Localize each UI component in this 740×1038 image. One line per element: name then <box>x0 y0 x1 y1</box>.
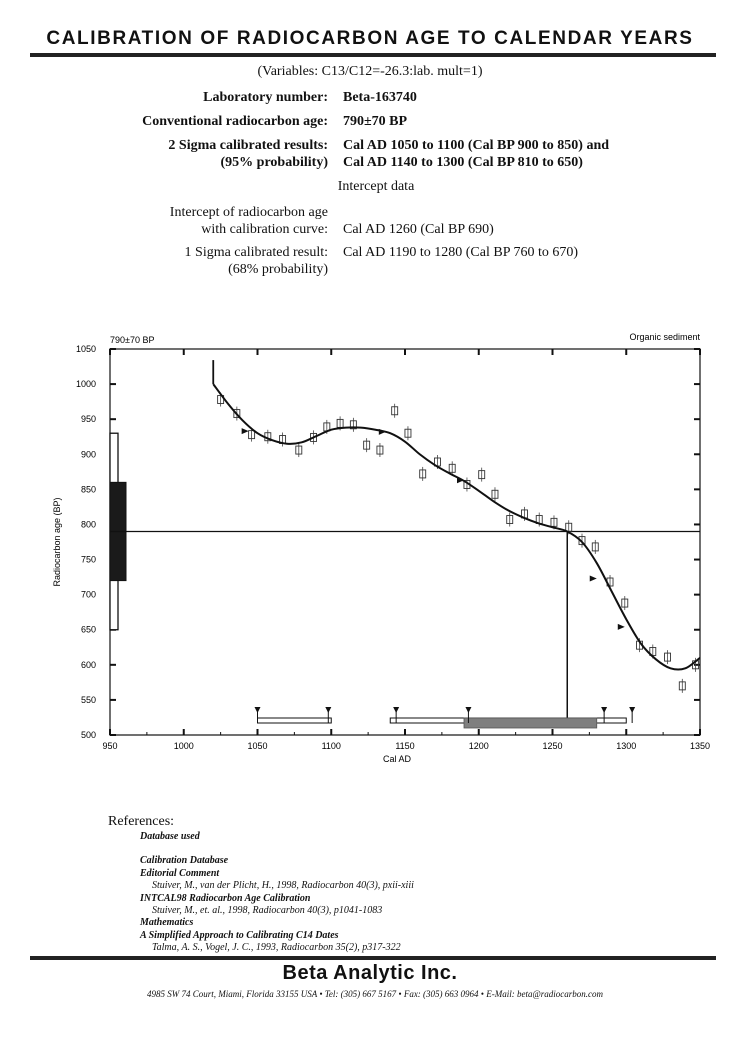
ref-stuiver-1998-intcal: Stuiver, M., et. al., 1998, Radiocarbon 40(3), p1041-1083 <box>152 905 383 917</box>
company-name: Beta Analytic Inc. <box>282 962 458 984</box>
y-tick-label-650: 650 <box>80 624 96 635</box>
y-tick-label-800: 800 <box>80 519 96 530</box>
bottom-rule <box>30 956 716 960</box>
sigma2-value <box>343 137 609 171</box>
x-tick-label-1150: 1150 <box>395 741 415 751</box>
ref-intcal98: INTCAL98 Radiocarbon Age Calibration <box>140 892 311 904</box>
sigma1-label <box>185 244 328 278</box>
lab-number-value: Beta-163740 <box>343 90 417 105</box>
y-tick-label-1000: 1000 <box>75 379 96 390</box>
x-tick-label-1100: 1100 <box>321 741 341 751</box>
x-tick-label-1350: 1350 <box>689 741 711 751</box>
report-title: CALIBRATION OF RADIOCARBON AGE TO CALENDAR YEARS <box>46 28 694 49</box>
sigma2-value-line2: Cal AD 1140 to 1300 (Cal BP 810 to 650) <box>343 155 583 170</box>
top-rule <box>30 53 716 57</box>
intercept-label-line2: with calibration curve: <box>201 222 328 237</box>
x-tick-label-1200: 1200 <box>468 741 489 751</box>
sigma2-range-bar <box>258 718 332 723</box>
sigma2-label-line2: (95% probability) <box>220 155 328 170</box>
y-tick-label-700: 700 <box>80 589 96 600</box>
sigma1-label-line2: (68% probability) <box>228 262 328 277</box>
x-tick-label-1050: 1050 <box>247 741 268 751</box>
plot-frame <box>110 349 700 735</box>
y-tick-label-600: 600 <box>80 659 96 670</box>
curve-marker <box>618 624 625 630</box>
sigma1-label-line1: 1 Sigma calibrated result: <box>184 245 328 260</box>
variables-line: (Variables: C13/C12=-26.3:lab. mult=1) <box>257 64 483 79</box>
conventional-age-label: Conventional radiocarbon age: <box>142 114 328 129</box>
y-tick-label-900: 900 <box>80 449 96 460</box>
ref-mathematics: Mathematics <box>140 917 194 929</box>
intercept-label <box>170 204 328 238</box>
calibration-chart <box>0 325 740 775</box>
y-tick-label-950: 950 <box>80 414 96 425</box>
ref-editorial-comment: Editorial Comment <box>140 867 220 879</box>
intercept-value: Cal AD 1260 (Cal BP 690) <box>343 222 494 237</box>
ref-simplified-approach: A Simplified Approach to Calibrating C14 Dates <box>140 929 339 941</box>
y-tick-label-500: 500 <box>80 730 96 740</box>
y-tick-label-1050: 1050 <box>75 344 96 354</box>
chart-title-right: Organic sediment <box>629 332 700 342</box>
sigma2-value-line1: Cal AD 1050 to 1100 (Cal BP 900 to 850) and <box>343 138 610 153</box>
ref-database-used: Database used <box>140 831 200 842</box>
curve-marker <box>379 429 386 435</box>
x-tick-label-950: 950 <box>102 741 118 751</box>
chart-title-left: 790±70 BP <box>110 335 155 345</box>
intercept-heading: Intercept data <box>337 179 415 194</box>
ref-calibration-database: Calibration Database <box>140 855 229 867</box>
ref-stuiver-1998-comment: Stuiver, M., van der Plicht, H., 1998, Radiocarbon 40(3), pxii-xiii <box>152 880 414 892</box>
sigma2-label-line1: 2 Sigma calibrated results: <box>168 138 328 153</box>
lab-number-label: Laboratory number: <box>203 90 328 105</box>
y-tick-label-550: 550 <box>80 694 96 705</box>
curve-marker <box>242 428 249 434</box>
range-marker <box>255 707 261 713</box>
x-tick-label-1300: 1300 <box>616 741 637 751</box>
sigma2-label <box>168 137 328 171</box>
company-address: 4985 SW 74 Court, Miami, Florida 33155 USA • Tel: (305) 667 5167 • Fax: (305) 663 0964 • E-Mail: beta@radiocarbon.com <box>147 989 603 999</box>
range-marker <box>601 707 607 713</box>
sigma1-range-bar <box>464 718 597 728</box>
y-tick-label-750: 750 <box>80 554 96 565</box>
intercept-label-line1: Intercept of radiocarbon age <box>169 205 328 220</box>
y-tick-label-850: 850 <box>80 484 96 495</box>
x-tick-label-1250: 1250 <box>542 741 563 751</box>
range-marker <box>393 707 399 713</box>
range-marker <box>629 707 635 713</box>
references-heading: References: <box>108 814 175 829</box>
y-axis-label: Radiocarbon age (BP) <box>52 497 62 587</box>
curve-marker <box>590 575 597 581</box>
calibration-curve <box>213 384 700 669</box>
range-marker <box>465 707 471 713</box>
references <box>108 814 708 955</box>
x-axis-label: Cal AD <box>382 754 412 764</box>
conventional-age-value: 790±70 BP <box>343 114 408 129</box>
range-marker <box>325 707 331 713</box>
ref-talma-1993: Talma, A. S., Vogel, J. C., 1993, Radiocarbon 35(2), p317-322 <box>152 942 401 954</box>
sigma1-value: Cal AD 1190 to 1280 (Cal BP 760 to 670) <box>343 245 579 260</box>
x-tick-label-1000: 1000 <box>173 741 194 751</box>
